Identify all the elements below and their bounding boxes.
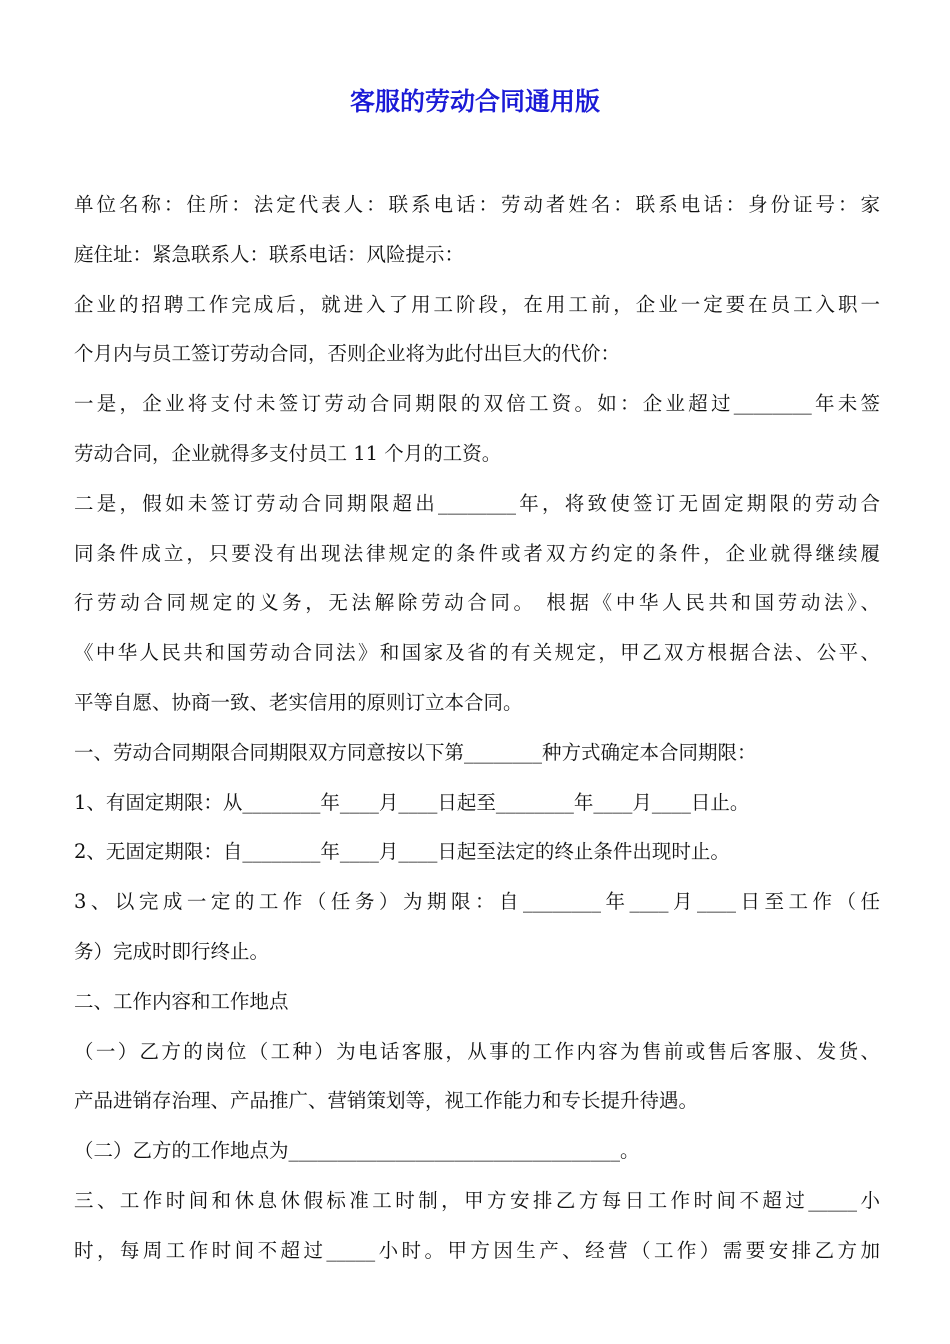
body-line: （二）乙方的工作地点为__________________________________。 [74, 1139, 640, 1163]
body-line: 2、无固定期限：自________年____月____日起至法定的终止条件出现时止。 [74, 840, 730, 864]
body-line: 平等自愿、协商一致、老实信用的原则订立本合同。 [74, 690, 523, 714]
body-line: 3、以完成一定的工作（任务）为期限：自________年____月____日至工作（任 [74, 890, 880, 914]
body-line: 企业的招聘工作完成后，就进入了用工阶段，在用工前，企业一定要在员工入职一 [74, 292, 880, 316]
body-line: 1、有固定期限：从________年____月____日起至________年____月____日止。 [74, 790, 750, 814]
body-line: 二是，假如未签订劳动合同期限超出________年，将致使签订无固定期限的劳动合 [74, 491, 880, 515]
body-line: 行劳动合同规定的义务，无法解除劳动合同。 根据《中华人民共和国劳动法》、 [74, 591, 880, 615]
body-line: 时，每周工作时间不超过_____小时。甲方因生产、经营（工作）需要安排乙方加 [74, 1238, 880, 1262]
body-line: 个月内与员工签订劳动合同，否则企业将为此付出巨大的代价： [74, 342, 621, 366]
body-line: 务）完成时即行终止。 [74, 939, 270, 963]
body-line: 《中华人民共和国劳动合同法》和国家及省的有关规定，甲乙双方根据合法、公平、 [74, 641, 880, 665]
body-line: 三、工作时间和休息休假标准工时制，甲方安排乙方每日工作时间不超过_____小 [74, 1188, 880, 1212]
body-line: 劳动合同，企业就得多支付员工 11 个月的工资。 [74, 441, 502, 465]
body-line: （一）乙方的岗位（工种）为电话客服，从事的工作内容为售前或售后客服、发货、 [74, 1039, 880, 1063]
body-line: 单位名称：住所：法定代表人：联系电话：劳动者姓名：联系电话：身份证号：家 [74, 193, 880, 216]
document-title: 客服的劳动合同通用版 [349, 87, 600, 116]
body-line: 庭住址：紧急联系人：联系电话：风险提示： [74, 242, 465, 266]
body-line: 一、劳动合同期限合同期限双方同意按以下第________种方式确定本合同期限： [74, 740, 757, 764]
document-body [74, 180, 880, 1276]
body-line: 同条件成立，只要没有出现法律规定的条件或者双方约定的条件，企业就得继续履 [74, 541, 880, 565]
body-line: 一是，企业将支付未签订劳动合同期限的双倍工资。如：企业超过________年未签 [74, 392, 880, 416]
body-line: 二、工作内容和工作地点 [74, 989, 289, 1013]
body-line: 产品进销存治理、产品推广、营销策划等，视工作能力和专长提升待遇。 [74, 1089, 699, 1113]
